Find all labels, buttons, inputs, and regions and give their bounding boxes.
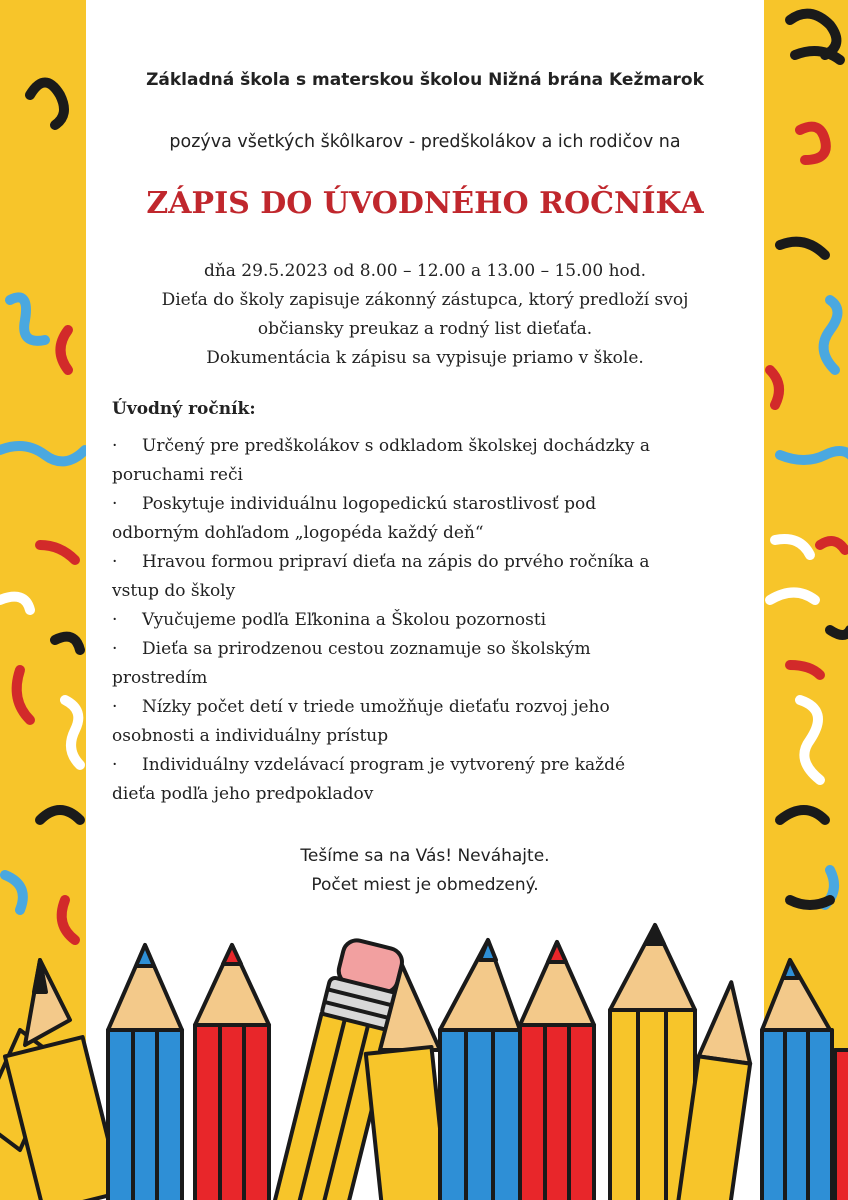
pencil-icon bbox=[5, 960, 121, 1200]
pencil-icon bbox=[195, 945, 269, 1200]
bullet: · bbox=[112, 494, 118, 514]
school-name: Základná škola s materskou školou Nižná brána Kežmarok bbox=[146, 70, 704, 90]
closing-line-1: Tešíme sa na Vás! Neváhajte. bbox=[300, 846, 550, 866]
bullet: · bbox=[112, 436, 118, 456]
pencil-icon bbox=[108, 945, 182, 1200]
page-title: ZÁPIS DO ÚVODNÉHO ROČNÍKA bbox=[146, 186, 704, 221]
feature-list bbox=[112, 432, 732, 809]
pencils-illustration bbox=[0, 920, 848, 1200]
list-item: · Dieťa sa prirodzenou cestou zoznamuje so školským prostredím bbox=[112, 635, 732, 693]
info-line-4: Dokumentácia k zápisu sa vypisuje priamo v škole. bbox=[206, 348, 644, 368]
list-item: · Nízky počet detí v triede umožňuje dieťaťu rozvoj jeho osobnosti a individuálny prístup bbox=[112, 693, 732, 751]
invitation-line: pozýva všetkých škôlkarov - predškolákov a ich rodičov na bbox=[169, 132, 681, 152]
list-item: · Vyučujeme podľa Eľkonina a Školou pozornosti bbox=[112, 606, 732, 635]
enrollment-info bbox=[86, 257, 764, 373]
info-line-2: Dieťa do školy zapisuje zákonný zástupca, ktorý predloží svoj bbox=[161, 290, 689, 310]
info-date-line: dňa 29.5.2023 od 8.00 – 12.00 a 13.00 – 15.00 hod. bbox=[203, 261, 647, 281]
bullet: · bbox=[112, 610, 118, 630]
info-line-3: občiansky preukaz a rodný list dieťaťa. bbox=[257, 319, 593, 339]
bullet: · bbox=[112, 697, 118, 717]
list-item: · Poskytuje individuálnu logopedickú starostlivosť pod odborným dohľadom „logopéda každý deň“ bbox=[112, 490, 732, 548]
bullet: · bbox=[112, 639, 118, 659]
bullet: · bbox=[112, 552, 118, 572]
closing-line-2: Počet miest je obmedzený. bbox=[311, 875, 539, 895]
list-title: Úvodný ročník: bbox=[112, 399, 256, 419]
pencil-icon bbox=[762, 960, 832, 1200]
list-item: · Určený pre predškolákov s odkladom školskej dochádzky a poruchami reči bbox=[112, 432, 732, 490]
pencil-icon bbox=[835, 1050, 848, 1200]
list-item: · Individuálny vzdelávací program je vytvorený pre každé dieťa podľa jeho predpokladov bbox=[112, 751, 732, 809]
pencil-icon bbox=[520, 942, 594, 1200]
bullet: · bbox=[112, 755, 118, 775]
closing-message bbox=[86, 842, 764, 900]
pencil-icon bbox=[440, 940, 520, 1200]
list-item: · Hravou formou pripraví dieťa na zápis do prvého ročníka a vstup do školy bbox=[112, 548, 732, 606]
